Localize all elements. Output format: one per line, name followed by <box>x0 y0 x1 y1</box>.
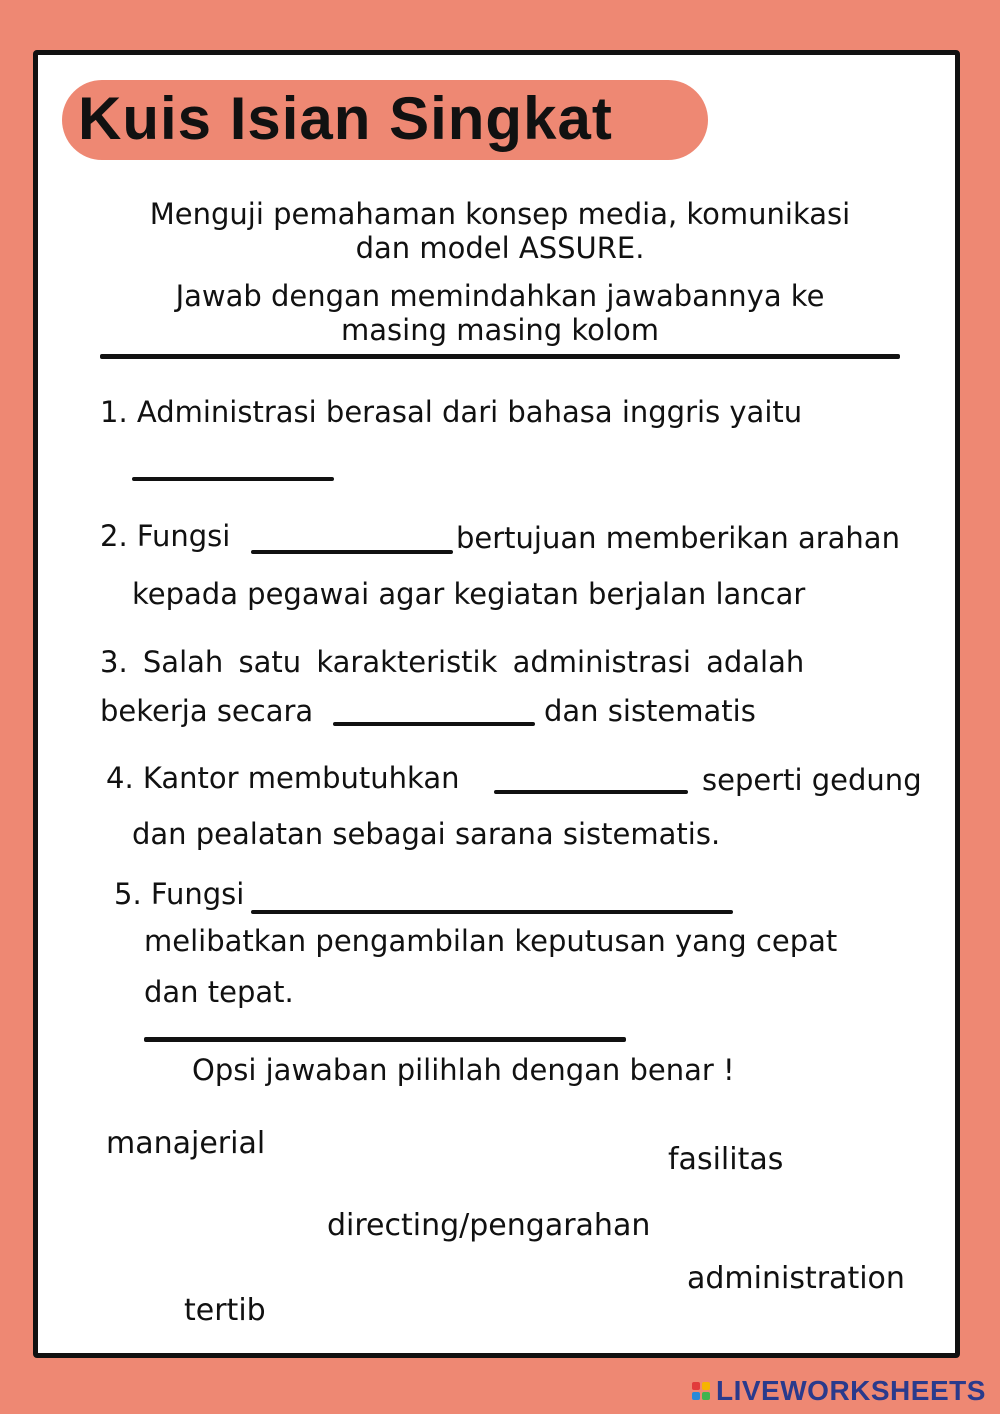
option-chip[interactable]: tertib <box>184 1293 266 1328</box>
page-title: Kuis Isian Singkat <box>78 85 613 152</box>
options-divider <box>144 1037 626 1042</box>
question-5-text-end: dan tepat. <box>144 975 294 1009</box>
question-3-text-start: 3. Salah satu karakteristik administrasi adalah <box>100 645 805 679</box>
question-4-answer-blank[interactable] <box>494 790 688 794</box>
question-2-text-mid: bertujuan memberikan arahan <box>456 521 900 555</box>
brand-logo <box>692 1376 986 1406</box>
question-5-text-start: 5. Fungsi <box>114 877 245 911</box>
liveworksheets-icon <box>692 1382 710 1400</box>
question-1-answer-blank[interactable] <box>132 477 334 481</box>
question-4-text-start: 4. Kantor membutuhkan <box>106 761 460 795</box>
intro-line-2: dan model ASSURE. <box>355 231 645 265</box>
divider <box>100 354 900 359</box>
brand-name: LIVEWORKSHEETS <box>716 1375 986 1406</box>
question-3-answer-blank[interactable] <box>333 722 535 726</box>
intro-line-3: Jawab dengan memindahkan jawabannya ke <box>175 279 825 313</box>
options-title: Opsi jawaban pilihlah dengan benar ! <box>192 1053 735 1087</box>
question-1-text: 1. Administrasi berasal dari bahasa inggris yaitu <box>100 395 803 429</box>
question-5-text-mid: melibatkan pengambilan keputusan yang cepat <box>144 924 838 958</box>
option-chip[interactable]: directing/pengarahan <box>327 1208 651 1243</box>
option-chip[interactable]: fasilitas <box>668 1142 784 1177</box>
option-chip[interactable]: manajerial <box>106 1126 266 1161</box>
question-3-text-end: dan sistematis <box>544 694 756 728</box>
question-4-text-end: dan pealatan sebagai sarana sistematis. <box>132 817 721 851</box>
question-4-text-mid: seperti gedung <box>702 763 922 797</box>
question-2-text-end: kepada pegawai agar kegiatan berjalan lancar <box>132 577 806 611</box>
intro-line-1: Menguji pemahaman konsep media, komunikasi <box>149 197 851 231</box>
question-3-text-mid: bekerja secara <box>100 694 314 728</box>
question-2-answer-blank[interactable] <box>251 550 453 554</box>
question-5-answer-blank[interactable] <box>251 910 733 914</box>
option-chip[interactable]: administration <box>687 1261 905 1296</box>
intro-line-4: masing masing kolom <box>341 313 659 347</box>
question-2-text-start: 2. Fungsi <box>100 519 231 553</box>
